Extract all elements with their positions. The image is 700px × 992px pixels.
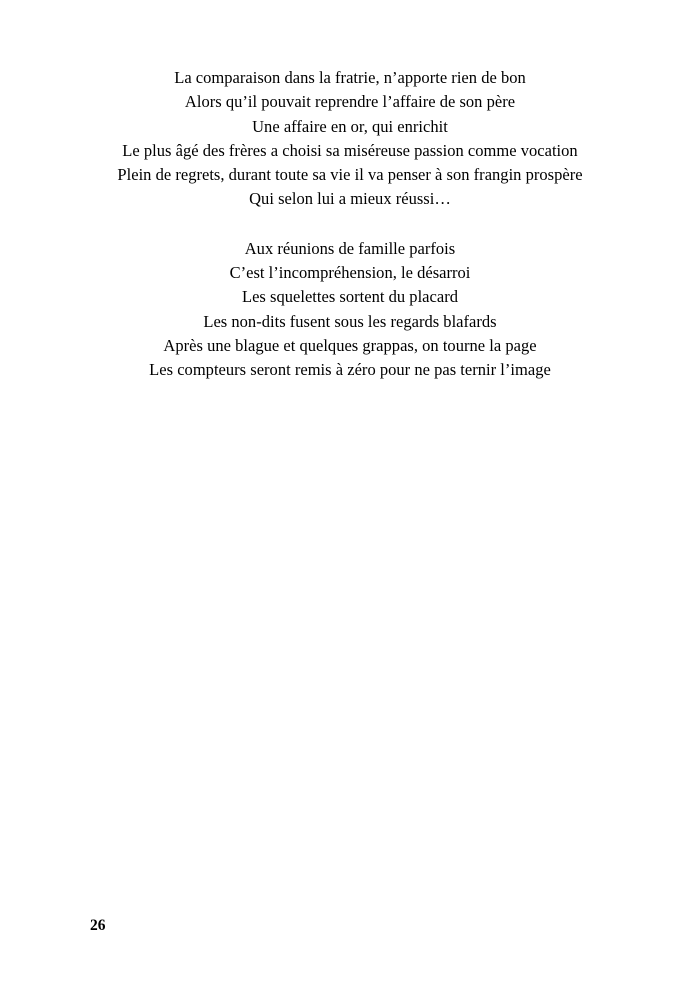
poem-line: Une affaire en or, qui enrichit (252, 116, 448, 136)
page-number: 26 (90, 917, 106, 934)
poem-body (0, 66, 700, 383)
poem-line: Plein de regrets, durant toute sa vie il va penser à son frangin prospère (117, 165, 583, 185)
poem-line: Les non-dits fusent sous les regards blafards (203, 311, 497, 331)
poem-line: Alors qu’il pouvait reprendre l’affaire de son père (184, 92, 516, 112)
poem-line: C’est l’incompréhension, le désarroi (229, 263, 471, 283)
poem-line: Aux réunions de famille parfois (244, 238, 456, 258)
poem-line: La comparaison dans la fratrie, n’apporte rien de bon (174, 68, 526, 87)
poem-line: Après une blague et quelques grappas, on tourne la page (163, 335, 537, 355)
poem-line: Qui selon lui a mieux réussi… (249, 189, 451, 209)
poem-line: Les compteurs seront remis à zéro pour ne pas ternir l’image (149, 360, 551, 380)
poem-line: Les squelettes sortent du placard (241, 287, 458, 307)
poem-stanza (0, 66, 700, 212)
poem-line: Le plus âgé des frères a choisi sa miséreuse passion comme vocation (122, 140, 578, 160)
poem-stanza (0, 237, 700, 383)
